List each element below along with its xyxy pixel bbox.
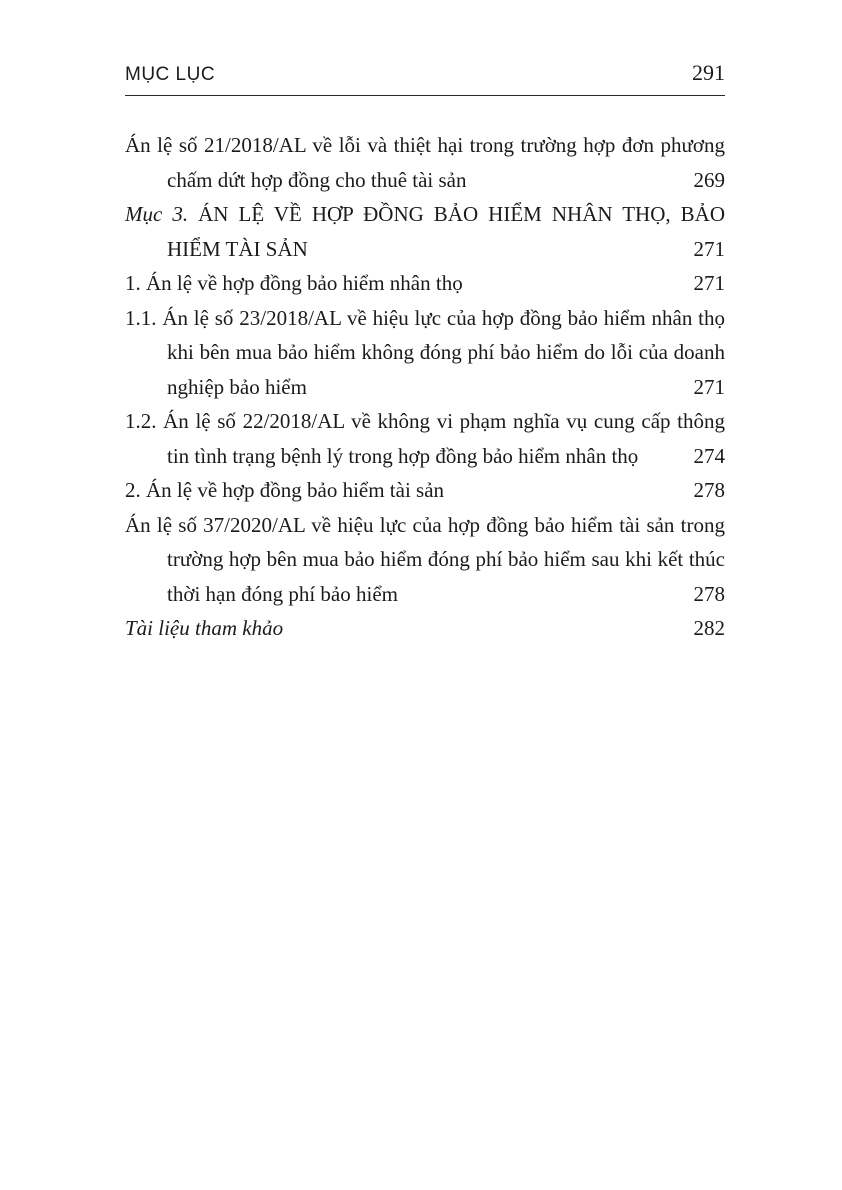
- toc-entry-page: 278: [684, 577, 726, 612]
- toc-entry-section-prefix: Mục 3.: [125, 202, 199, 226]
- header-rule: [125, 95, 725, 96]
- toc-entry-page: 282: [684, 611, 726, 646]
- table-of-contents: [125, 128, 725, 646]
- toc-entry-text: Tài liệu tham khảo: [125, 616, 284, 640]
- toc-entry-page: 271: [684, 232, 726, 267]
- toc-entry: [125, 301, 725, 405]
- toc-entry-page: 274: [684, 439, 726, 474]
- toc-entry-text: Án lệ số 37/2020/AL về hiệu lực của hợp đồng bảo hiểm tài sản trong trường hợp bên mua bảo hiểm đóng phí bảo hiểm sau khi kết thúc thời hạn đóng phí bảo hiểm: [125, 512, 725, 606]
- toc-entry: [125, 266, 725, 301]
- toc-entry-page: 269: [684, 163, 726, 198]
- toc-entry-page: 271: [684, 266, 726, 301]
- toc-entry-section: [125, 197, 725, 266]
- toc-entry-page: 278: [684, 473, 726, 508]
- toc-entry: [125, 128, 725, 197]
- toc-entry-page: 271: [684, 370, 726, 405]
- toc-entry-text: Án lệ số 21/2018/AL về lỗi và thiệt hại trong trường hợp đơn phương chấm dứt hợp đồng cho thuê tài sản: [125, 133, 725, 192]
- running-header: [125, 60, 725, 86]
- header-page-number: 291: [692, 60, 725, 85]
- toc-entry-text: 1. Án lệ về hợp đồng bảo hiểm nhân thọ: [125, 271, 463, 295]
- toc-entry-text: 1.2. Án lệ số 22/2018/AL về không vi phạm nghĩa vụ cung cấp thông tin tình trạng bệnh lý trong hợp đồng bảo hiểm nhân thọ: [125, 409, 725, 468]
- toc-entry: [125, 508, 725, 612]
- header-title: MỤC LỤC: [125, 64, 216, 85]
- toc-entry: [125, 404, 725, 473]
- toc-entry-text: 1.1. Án lệ số 23/2018/AL về hiệu lực của hợp đồng bảo hiểm nhân thọ khi bên mua bảo hiểm không đóng phí bảo hiểm do lỗi của doanh nghiệp bảo hiểm: [125, 305, 725, 399]
- toc-entry-text: 2. Án lệ về hợp đồng bảo hiểm tài sản: [125, 478, 445, 502]
- toc-entry-text: ÁN LỆ VỀ HỢP ĐỒNG BẢO HIỂM NHÂN THỌ, BẢO HIỂM TÀI SẢN: [167, 202, 725, 261]
- toc-entry-references: [125, 611, 725, 646]
- toc-entry: [125, 473, 725, 508]
